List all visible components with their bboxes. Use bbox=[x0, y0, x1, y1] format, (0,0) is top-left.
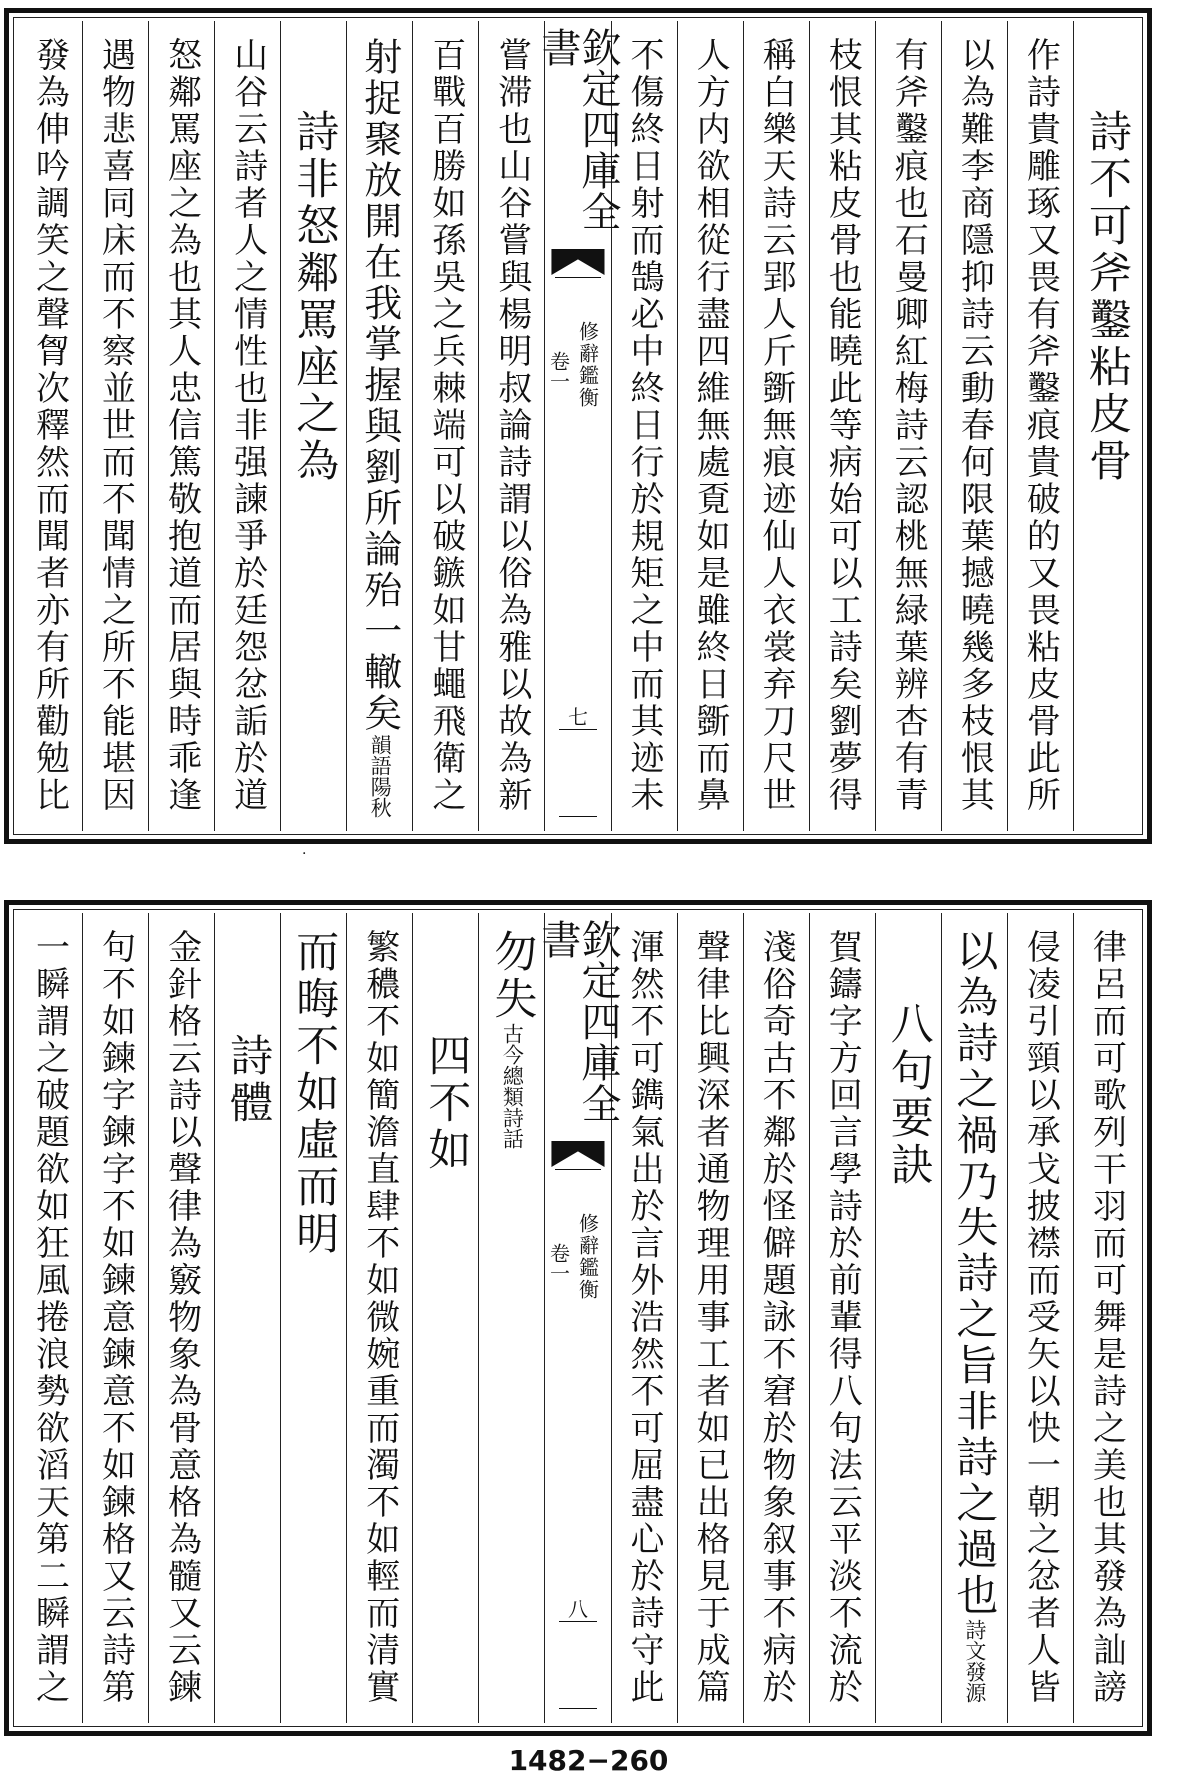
column-text-run: 侵凌引頸以承戈披襟而受矢以快一朝之忿者人皆 bbox=[1020, 929, 1061, 1706]
text-column bbox=[17, 913, 82, 1723]
heading-column bbox=[875, 913, 941, 1723]
text-column bbox=[214, 21, 280, 831]
column-text-run: 發為伸吟調笑之聲胷次釋然而聞者亦有所勸勉比 bbox=[29, 37, 70, 814]
column-text-run: 以為難李商隱抑詩云動春何限葉撼曉幾多枝恨其 bbox=[954, 37, 995, 814]
text-column bbox=[346, 913, 412, 1723]
column-text bbox=[83, 37, 148, 821]
column-text bbox=[17, 37, 82, 821]
text-column bbox=[478, 913, 544, 1723]
column-text-run: 勿失 bbox=[487, 929, 538, 1023]
column-text-run: 稱白樂天詩云郢人斤斵無痕迹仙人衣裳弃刀尺世 bbox=[756, 37, 797, 814]
heading-column bbox=[412, 913, 478, 1723]
column-text-run: 嘗滞也山谷嘗與楊明叔論詩謂以俗為雅以故為新 bbox=[491, 37, 532, 814]
upper-page-frame bbox=[4, 8, 1152, 844]
section-title: 修辭鑑衡 bbox=[575, 321, 600, 409]
column-text-run: 百戰百勝如孫吳之兵棘端可以破鏃如甘蠅飛衛之 bbox=[425, 37, 466, 814]
column-text bbox=[347, 37, 412, 821]
column-text-run: 繁穠不如簡澹直肆不如微婉重而濁不如輕而清實 bbox=[359, 929, 400, 1706]
column-text bbox=[215, 37, 280, 821]
lower-page-columns bbox=[17, 913, 1139, 1723]
text-column bbox=[677, 21, 743, 831]
column-text bbox=[479, 929, 544, 1713]
column-text bbox=[744, 37, 809, 821]
center-fold-column bbox=[534, 21, 621, 831]
column-text-run: 不傷終日射而鵠必中終日行於規矩之中而其迹未 bbox=[624, 37, 665, 814]
text-column bbox=[1007, 21, 1073, 831]
column-text-run: 有斧鑿痕也石曼卿紅梅詩云認桃無緑葉辨杏有青 bbox=[888, 37, 929, 814]
column-text-run: 律呂而可歌列干羽而可舞是詩之美也其發為訕謗 bbox=[1086, 929, 1127, 1706]
column-text bbox=[678, 929, 743, 1713]
text-column bbox=[809, 21, 875, 831]
text-column bbox=[941, 21, 1007, 831]
text-column bbox=[17, 21, 82, 831]
text-column bbox=[809, 913, 875, 1723]
column-text bbox=[612, 929, 677, 1713]
column-text-run: 八句要訣 bbox=[883, 1001, 934, 1189]
column-text bbox=[413, 37, 478, 821]
text-column bbox=[478, 21, 544, 831]
column-text-run: 聲律比興深者通物理用事工者如已出格見于成篇 bbox=[690, 929, 731, 1706]
column-text bbox=[281, 929, 346, 1713]
source-note: 詩文發源 bbox=[962, 1619, 987, 1703]
page-code: 1482−260 bbox=[508, 1744, 669, 1777]
center-fold-column bbox=[534, 913, 621, 1723]
column-text bbox=[1074, 929, 1139, 1713]
section-title: 修辭鑑衡 bbox=[575, 1213, 600, 1301]
fishtail-rule bbox=[555, 277, 600, 286]
column-text bbox=[942, 37, 1007, 821]
column-text-run: 賀鑄字方回言學詩於前輩得八句法云平淡不流於 bbox=[822, 929, 863, 1706]
section-heading bbox=[413, 1033, 478, 1713]
text-column bbox=[148, 21, 214, 831]
text-column bbox=[346, 21, 412, 831]
column-text bbox=[17, 929, 82, 1713]
column-text-run: 以為詩之禍乃失詩之旨非詩之過也 bbox=[950, 929, 1000, 1619]
column-text-run: 山谷云詩者人之情性也非强諫爭於廷怨忿詬於道 bbox=[227, 37, 268, 814]
text-column bbox=[1073, 913, 1139, 1723]
column-text bbox=[942, 929, 1007, 1713]
column-text bbox=[83, 929, 148, 1713]
column-text-run: 四不如 bbox=[421, 1033, 472, 1174]
column-text bbox=[149, 929, 214, 1713]
column-text bbox=[810, 37, 875, 821]
column-text-run: 詩體 bbox=[223, 1033, 274, 1127]
column-text-run: 句不如鍊字鍊字不如鍊意鍊意不如鍊格又云詩第 bbox=[95, 929, 136, 1706]
column-text-run: 詩不可斧鑿粘皮骨 bbox=[1081, 109, 1132, 485]
text-column bbox=[743, 21, 809, 831]
column-text bbox=[678, 37, 743, 821]
section-heading bbox=[215, 1033, 280, 1713]
column-text-run: 遇物悲喜同床而不察並世而不聞情之所不能堪因 bbox=[95, 37, 136, 814]
bottom-rule bbox=[559, 816, 596, 817]
text-column bbox=[148, 913, 214, 1723]
column-text bbox=[876, 37, 941, 821]
section-heading bbox=[281, 109, 346, 821]
section-heading bbox=[1074, 109, 1139, 821]
column-text-run: 射捉聚放開在我掌握與劉所論殆一轍矣 bbox=[357, 37, 402, 734]
column-text-run: 詩非怒鄰罵座之為 bbox=[289, 109, 340, 485]
column-text-run: 枝恨其粘皮骨也能曉此等病始可以工詩矣劉夢得 bbox=[822, 37, 863, 814]
column-text bbox=[744, 929, 809, 1713]
scan-dot: · bbox=[302, 846, 307, 862]
column-text bbox=[347, 929, 412, 1713]
book-title: 欽定四庫全書 bbox=[534, 919, 621, 1124]
volume-label: 卷一 bbox=[546, 1243, 571, 1283]
text-column bbox=[82, 21, 148, 831]
source-note: 古今總類詩話 bbox=[500, 1023, 525, 1149]
heading-column bbox=[214, 913, 280, 1723]
column-text bbox=[1008, 929, 1073, 1713]
column-text-run: 作詩貴雕琢又畏有斧鑿痕貴破的又畏粘皮骨此所 bbox=[1020, 37, 1061, 814]
text-column bbox=[412, 21, 478, 831]
column-text-run: 人方内欲相從行盡四維無處覔如是雖終日斵而鼻 bbox=[690, 37, 731, 814]
fishtail-mark bbox=[551, 249, 604, 275]
column-text-run: 怒鄰罵座之為也其人忠信篤敬抱道而居與時乖逢 bbox=[161, 37, 202, 814]
fishtail-rule bbox=[555, 1169, 600, 1178]
column-text bbox=[810, 929, 875, 1713]
column-text bbox=[612, 37, 677, 821]
book-title: 欽定四庫全書 bbox=[534, 27, 621, 232]
text-column bbox=[677, 913, 743, 1723]
text-column bbox=[875, 21, 941, 831]
text-column bbox=[82, 913, 148, 1723]
column-text-run: 淺俗奇古不鄰於怪僻題詠不窘於物象叙事不病於 bbox=[756, 929, 797, 1706]
column-text-run: 金針格云詩以聲律為竅物象為骨意格為髓又云鍊 bbox=[161, 929, 202, 1706]
leaf-number-rule bbox=[559, 729, 596, 730]
bottom-rule bbox=[559, 1708, 596, 1709]
heading-column bbox=[1073, 21, 1139, 831]
column-text-run: 渾然不可鐫氣出於言外浩然不可屈盡心於詩守此 bbox=[624, 929, 665, 1706]
upper-page-columns bbox=[17, 21, 1139, 831]
text-column bbox=[1007, 913, 1073, 1723]
column-text bbox=[479, 37, 544, 821]
source-note: 韻語陽秋 bbox=[368, 734, 393, 818]
section-heading bbox=[876, 1001, 941, 1713]
heading-column bbox=[280, 21, 346, 831]
lower-page-frame bbox=[4, 900, 1152, 1736]
fishtail-mark bbox=[551, 1141, 604, 1167]
leaf-number: 七 bbox=[567, 705, 588, 729]
column-text-run: 而晦不如虛而明 bbox=[289, 929, 340, 1258]
column-text bbox=[149, 37, 214, 821]
text-column bbox=[280, 913, 346, 1723]
leaf-number-rule bbox=[559, 1621, 596, 1622]
leaf-number: 八 bbox=[567, 1597, 588, 1621]
column-text bbox=[1008, 37, 1073, 821]
text-column bbox=[743, 913, 809, 1723]
volume-label: 卷一 bbox=[546, 351, 571, 391]
column-text-run: 一瞬謂之破題欲如狂風捲浪勢欲滔天第二瞬謂之 bbox=[29, 929, 70, 1706]
text-column bbox=[941, 913, 1007, 1723]
